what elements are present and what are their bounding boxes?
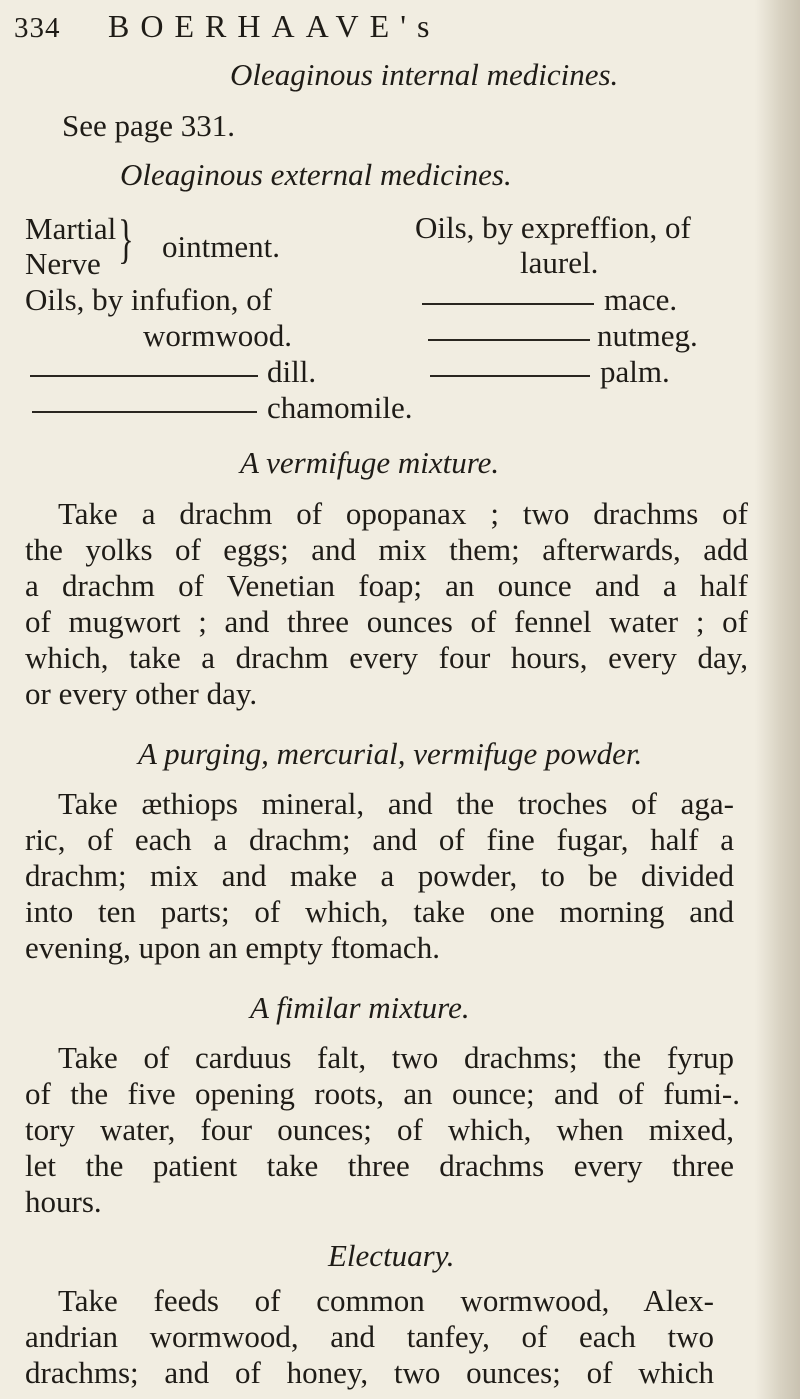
ditto-rule: [430, 375, 590, 377]
text-line: Take æthiops mineral, and the troches of aga-: [58, 786, 734, 821]
mace-item: mace.: [604, 282, 678, 317]
text-line: which, take a drachm every four hours, every day,: [25, 640, 748, 675]
text-line: hours.: [25, 1184, 102, 1219]
nutmeg-item: nutmeg.: [597, 318, 698, 353]
oils-infusion-line: Oils, by infufion, of: [25, 282, 273, 317]
similar-mixture-heading: A fimilar mixture.: [250, 990, 470, 1025]
text-line: evening, upon an empty ftomach.: [25, 930, 440, 965]
vermifuge-mixture-heading: A vermifuge mixture.: [240, 445, 500, 480]
martial-label: Martial: [25, 211, 117, 246]
text-line: of the five opening roots, an ounce; and of fumi-.: [25, 1076, 740, 1111]
ditto-rule: [422, 303, 594, 305]
external-medicines-heading: Oleaginous external medicines.: [120, 157, 512, 192]
text-line: a drachm of Venetian foap; an ounce and a half: [25, 568, 748, 603]
running-title: BOERHAAVE's: [108, 8, 441, 44]
text-line: of mugwort ; and three ounces of fennel water ; of: [25, 604, 748, 639]
purging-powder-heading: A purging, mercurial, vermifuge powder.: [138, 736, 643, 771]
text-line: or every other day.: [25, 676, 258, 711]
nerve-label: Nerve: [25, 246, 101, 281]
dill-item: dill.: [267, 354, 317, 389]
text-line: drachm; mix and make a powder, to be divided: [25, 858, 734, 893]
ointment-label: ointment.: [162, 229, 280, 264]
text-line: into ten parts; of which, take one morning and: [25, 894, 734, 929]
text-line: Take feeds of common wormwood, Alex-: [58, 1283, 714, 1318]
ditto-rule: [32, 411, 257, 413]
electuary-heading: Electuary.: [328, 1238, 455, 1273]
text-line: Take of carduus falt, two drachms; the fyrup: [58, 1040, 734, 1075]
ditto-rule: [428, 339, 590, 341]
laurel-item: laurel.: [520, 245, 599, 280]
text-line: let the patient take three drachms every three: [25, 1148, 734, 1183]
text-line: the yolks of eggs; and mix them; afterwards, add: [25, 532, 748, 567]
text-line: andrian wormwood, and tanfey, of each two: [25, 1319, 714, 1354]
text-line: ric, of each a drachm; and of fine fugar, half a: [25, 822, 734, 857]
see-page-reference: See page 331.: [62, 108, 236, 143]
text-line: tory water, four ounces; of which, when mixed,: [25, 1112, 734, 1147]
palm-item: palm.: [600, 354, 670, 389]
ditto-rule: [30, 375, 258, 377]
page-number: 334: [14, 12, 61, 44]
chamomile-item: chamomile.: [267, 390, 413, 425]
oils-expression-line: Oils, by expreffion, of: [415, 210, 691, 245]
text-line: Take a drachm of opopanax ; two drachms of: [58, 496, 748, 531]
page-edge-shadow: [755, 0, 800, 1399]
text-line: drachms; and of honey, two ounces; of which: [25, 1355, 714, 1390]
section-title: Oleaginous internal medicines.: [230, 57, 619, 92]
brace-symbol: }: [118, 209, 134, 269]
wormwood-item: wormwood.: [143, 318, 292, 353]
